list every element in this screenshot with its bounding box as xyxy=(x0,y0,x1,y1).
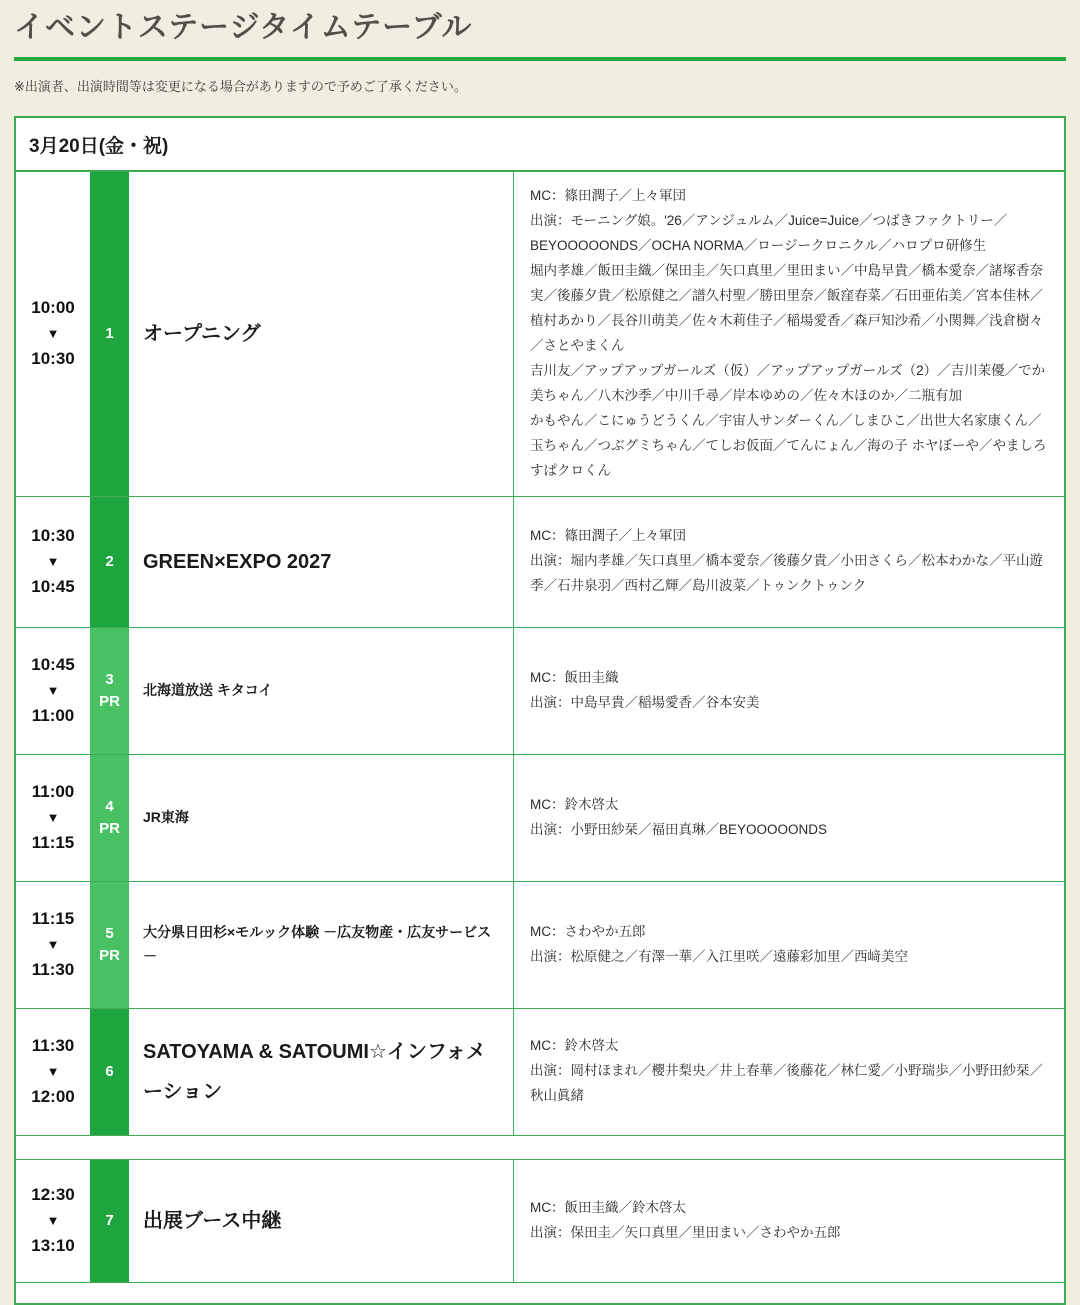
start-time: 11:30 xyxy=(31,1036,75,1056)
mc-line: MC：篠田潤子／上々軍団 xyxy=(530,188,686,203)
start-time: 10:30 xyxy=(31,526,75,546)
program-details xyxy=(513,172,1064,496)
performers-line: 出演：保田圭／矢口真里／里田まい／さわやか五郎 xyxy=(530,1224,841,1240)
timetable-row xyxy=(16,497,1064,628)
program-title-cell xyxy=(129,1160,513,1282)
program-title: GREEN×EXPO 2027 xyxy=(143,550,332,573)
pr-label: PR xyxy=(99,692,120,710)
time-range xyxy=(16,628,90,754)
mc-line: MC：飯田圭織 xyxy=(530,669,619,685)
end-time: 11:30 xyxy=(31,960,75,980)
down-arrow-icon: ▼ xyxy=(46,683,60,699)
break-spacer-row xyxy=(16,1136,1064,1160)
timetable-row xyxy=(16,172,1064,497)
program-number-badge xyxy=(90,497,129,627)
end-time: 11:15 xyxy=(31,833,75,853)
disclaimer-note: ※出演者、出演時間等は変更になる場合がありますので予めご了承ください。 xyxy=(14,79,467,94)
start-time: 11:15 xyxy=(31,909,75,929)
program-number-badge xyxy=(90,882,129,1008)
pr-label: PR xyxy=(99,819,120,837)
start-time: 10:00 xyxy=(31,298,75,318)
time-range xyxy=(16,1160,90,1282)
program-number: 2 xyxy=(105,552,114,570)
date-header: 3月20日(金・祝) xyxy=(16,118,1064,172)
end-time: 10:30 xyxy=(31,349,75,369)
down-arrow-icon: ▼ xyxy=(46,1213,60,1229)
program-details xyxy=(513,1009,1064,1135)
start-time: 10:45 xyxy=(31,655,75,675)
end-time: 11:00 xyxy=(31,706,75,726)
program-title: 出展ブース中継 xyxy=(143,1209,282,1232)
down-arrow-icon: ▼ xyxy=(46,1064,60,1080)
title-underline xyxy=(14,57,1066,61)
performers-line: 堀内孝雄／飯田圭織／保田圭／矢口真里／里田まい／中島早貴／橋本愛奈／諸塚香奈実／後藤夕貴／松原健之／譜久村聖／勝田里奈／飯窪春菜／石田亜佑美／宮本佳林／植村あかり／長谷川萌美／佐々木莉佳子／稲場愛香／森戸知沙希／小関舞／浅倉樹々／さとやまくん xyxy=(530,262,1043,353)
program-number-badge xyxy=(90,628,129,754)
timetable-row xyxy=(16,882,1064,1009)
down-arrow-icon: ▼ xyxy=(46,554,60,570)
mc-line: MC：さわやか五郎 xyxy=(530,923,646,939)
start-time: 12:30 xyxy=(31,1185,75,1205)
program-number-badge xyxy=(90,1160,129,1282)
performers-line: 出演：モーニング娘。'26／アンジュルム／Juice=Juice／つばきファクトリー／BEYOOOOONDS／OCHA NORMA／ロージークロニクル／ハロプロ研修生 xyxy=(530,212,1008,253)
performers-line: 出演：小野田紗栞／福田真琳／BEYOOOOONDS xyxy=(530,821,828,837)
program-number: 3 xyxy=(105,671,114,689)
program-title: オープニング xyxy=(143,322,261,345)
program-title-cell xyxy=(129,882,513,1008)
program-details xyxy=(513,497,1064,627)
time-range xyxy=(16,1009,90,1135)
time-range xyxy=(16,882,90,1008)
program-title: 大分県日田杉×モルック体験 －広友物産・広友サービス－ xyxy=(143,923,492,964)
program-number-badge xyxy=(90,755,129,881)
program-number: 7 xyxy=(105,1211,114,1229)
page-title: イベントステージタイムテーブル xyxy=(14,11,473,44)
program-title: 北海道放送 キタコイ xyxy=(143,681,273,698)
timetable-row xyxy=(16,1160,1064,1283)
performers-line: 出演：松原健之／有澤一華／入江里咲／遠藤彩加里／西﨑美空 xyxy=(530,948,908,964)
program-title-cell xyxy=(129,497,513,627)
end-time: 12:00 xyxy=(31,1087,75,1107)
performers-line: 出演：中島早貴／稲場愛香／谷本安美 xyxy=(530,694,760,710)
down-arrow-icon: ▼ xyxy=(46,810,60,826)
time-range xyxy=(16,755,90,881)
program-details xyxy=(513,1160,1064,1282)
timetable xyxy=(14,116,1066,1305)
program-title-cell xyxy=(129,172,513,496)
program-title: SATOYAMA & SATOUMI☆インフォメーション xyxy=(143,1040,486,1103)
timetable-row xyxy=(16,755,1064,882)
start-time: 11:00 xyxy=(31,782,75,802)
program-number: 6 xyxy=(105,1062,114,1080)
end-time: 13:10 xyxy=(31,1236,75,1256)
performers-line: 吉川友／アップアップガールズ（仮）／アップアップガールズ（2）／吉川茉優／でか美ちゃん／八木沙季／中川千尋／岸本ゆめの／佐々木ほのか／二瓶有加 xyxy=(530,362,1046,403)
pr-label: PR xyxy=(99,946,120,964)
program-title-cell xyxy=(129,755,513,881)
program-title-cell xyxy=(129,628,513,754)
end-time: 10:45 xyxy=(31,577,75,597)
program-details xyxy=(513,628,1064,754)
program-details xyxy=(513,882,1064,1008)
program-details xyxy=(513,755,1064,881)
program-number: 5 xyxy=(105,925,114,943)
mc-line: MC：篠田潤子／上々軍団 xyxy=(530,528,686,544)
mc-line: MC：鈴木啓太 xyxy=(530,1038,619,1054)
down-arrow-icon: ▼ xyxy=(46,937,60,953)
performers-line: 出演：堀内孝雄／矢口真里／橋本愛奈／後藤夕貴／小田さくら／松本わかな／平山遊季／石井泉羽／西村乙輝／島川波菜／トゥンクトゥンク xyxy=(530,553,1043,594)
performers-line: 出演：岡村ほまれ／櫻井梨央／井上春華／後藤花／林仁愛／小野瑞歩／小野田紗栞／秋山眞緒 xyxy=(530,1063,1043,1104)
break-spacer-row xyxy=(16,1283,1064,1303)
time-range xyxy=(16,497,90,627)
program-number: 4 xyxy=(105,798,114,816)
down-arrow-icon: ▼ xyxy=(46,326,60,342)
performers-line: かもやん／こにゅうどうくん／宇宙人サンダーくん／しまひこ／出世大名家康くん／玉ちゃん／つぶグミちゃん／てしお仮面／てんにょん／海の子 ホヤぼーや／やましろすぱクロくん xyxy=(530,412,1047,478)
time-range xyxy=(16,172,90,496)
program-number-badge xyxy=(90,172,129,496)
program-title-cell xyxy=(129,1009,513,1135)
mc-line: MC：鈴木啓太 xyxy=(530,796,619,812)
timetable-row xyxy=(16,1009,1064,1136)
program-number-badge xyxy=(90,1009,129,1135)
mc-line: MC：飯田圭織／鈴木啓太 xyxy=(530,1199,686,1215)
program-title: JR東海 xyxy=(143,808,189,825)
program-number: 1 xyxy=(105,325,114,343)
timetable-row xyxy=(16,628,1064,755)
